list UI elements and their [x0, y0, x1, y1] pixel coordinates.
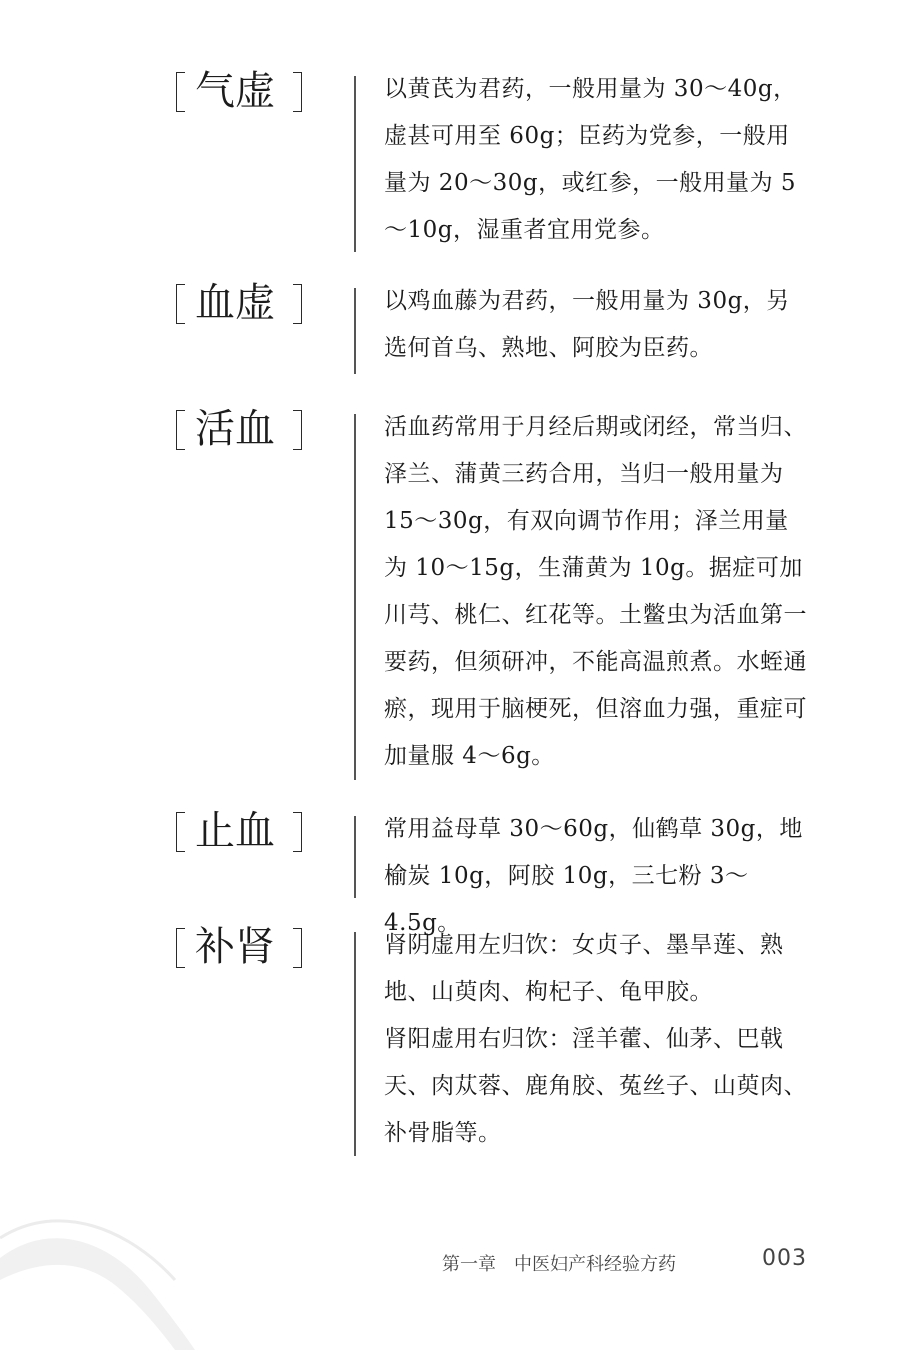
right-bracket — [293, 72, 302, 112]
paragraph: 以鸡血藤为君药，一般用量为 30g，另选何首乌、熟地、阿胶为臣药。 — [384, 288, 790, 361]
paragraph: 活血药常用于月经后期或闭经，常当归、泽兰、蒲黄三药合用，当归一般用量为 15～30g，有双向调节作用；泽兰用量为 10～15g，生蒲黄为 10g。据症可加川芎、桃仁、红花等。土鳖虫为活血第一要药，但须研冲，不能高温煎煮。水蛭通瘀，现用于脑梗死，但溶血力强，重症可加量服 4～6g。 — [384, 414, 807, 769]
section-body — [384, 922, 808, 1157]
section-heading — [176, 68, 316, 118]
section-heading — [176, 808, 316, 858]
paragraph: 肾阴虚用左归饮：女贞子、墨旱莲、熟地、山萸肉、枸杞子、龟甲胶。 — [384, 932, 784, 1005]
paragraph: 以黄芪为君药，一般用量为 30～40g，虚甚可用至 60g；臣药为党参，一般用量为 20～30g，或红参，一般用量为 5～10g，湿重者宜用党参。 — [384, 76, 797, 243]
left-bracket — [176, 410, 185, 450]
vertical-divider — [354, 816, 356, 898]
heading-text: 活血 — [195, 406, 275, 452]
section-heading — [176, 280, 316, 330]
footer-chapter-title: 第一章 中医妇产科经验方药 — [442, 1254, 676, 1275]
right-bracket — [293, 284, 302, 324]
paragraph: 肾阳虚用右归饮：淫羊藿、仙茅、巴戟天、肉苁蓉、鹿角胶、菟丝子、山萸肉、补骨脂等。 — [384, 1026, 807, 1146]
vertical-divider — [354, 414, 356, 780]
heading-text: 血虚 — [195, 280, 275, 326]
right-bracket — [293, 812, 302, 852]
left-bracket — [176, 928, 185, 968]
section-body — [384, 278, 808, 372]
paragraph: 常用益母草 30～60g，仙鹤草 30g，地榆炭 10g，阿胶 10g，三七粉 3～4.5g。 — [384, 816, 803, 936]
left-bracket — [176, 72, 185, 112]
heading-text: 补肾 — [195, 924, 275, 970]
section-body — [384, 66, 808, 254]
left-bracket — [176, 284, 185, 324]
decorative-swoosh — [0, 1180, 300, 1350]
section-heading — [176, 924, 316, 974]
right-bracket — [293, 410, 302, 450]
section-heading — [176, 406, 316, 456]
vertical-divider — [354, 288, 356, 374]
section-body — [384, 404, 808, 780]
right-bracket — [293, 928, 302, 968]
heading-text: 止血 — [195, 808, 275, 854]
vertical-divider — [354, 932, 356, 1156]
page-number: 003 — [762, 1246, 807, 1271]
heading-text: 气虚 — [195, 68, 275, 114]
vertical-divider — [354, 76, 356, 252]
left-bracket — [176, 812, 185, 852]
